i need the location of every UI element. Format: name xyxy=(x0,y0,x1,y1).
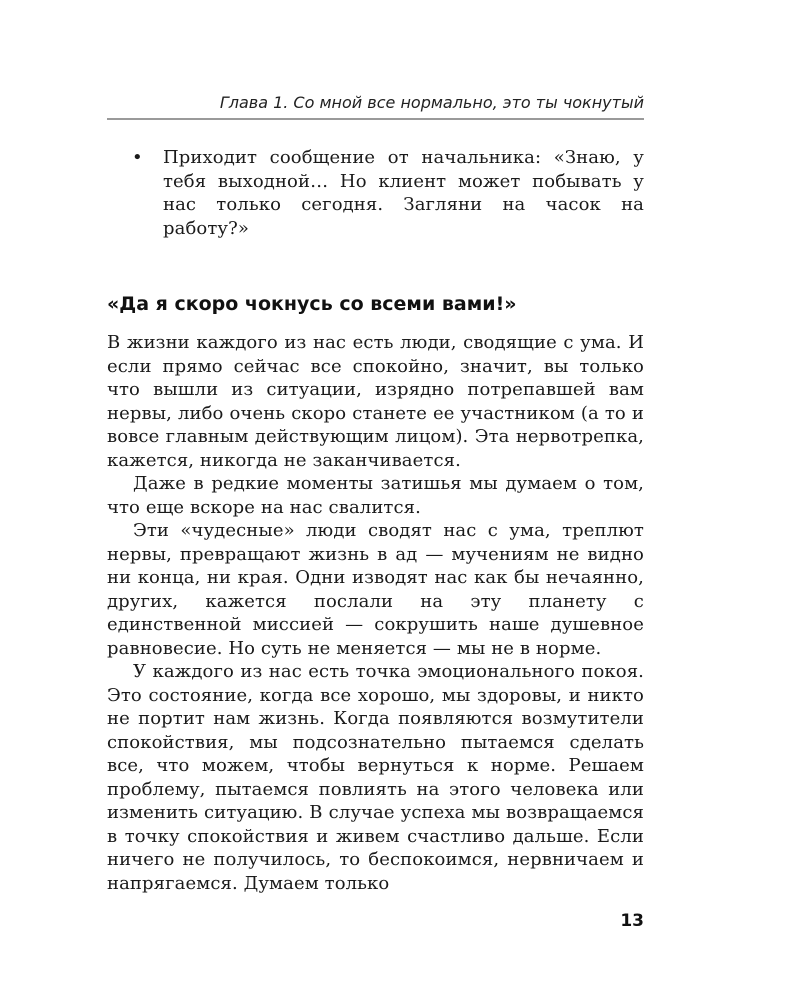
paragraph: Даже в редкие моменты затишья мы думаем о том, что еще вскоре на нас свалится. xyxy=(107,473,644,518)
running-head: Глава 1. Со мной все нормально, это ты чокнутый xyxy=(219,93,644,112)
paragraph: Эти «чудесные» люди сводят нас с ума, треплют нервы, превращают жизнь в ад — мучениям не видно ни конца, ни края. Одни изводят нас как бы нечаянно, других, кажется послали на эту планету с единственной миссией — сокрушить наше душевное равновесие. Но суть не меняется — мы не в норме. xyxy=(107,520,644,659)
page-number: 13 xyxy=(620,911,644,931)
bullet-marker: • xyxy=(132,147,143,168)
paragraph: У каждого из нас есть точка эмоционального покоя. Это состояние, когда все хорошо, мы здоровы, и никто не портит нам жизнь. Когда появляются возмутители спокойствия, мы подсознательно пытаемся сделать все, что можем, чтобы вернуться к норме. Решаем проблему, пытаемся повлиять на этого человека или изменить ситуацию. В случае успеха мы возвращаемся в точку спокойствия и живем счастливо дальше. Если ничего не получилось, то беспокоимся, нервничаем и напрягаемся. Думаем только xyxy=(107,661,644,894)
body-text xyxy=(107,331,644,895)
bullet-item-text: Приходит сообщение от начальника: «Знаю, у тебя выходной… Но клиент может побывать у нас только сегодня. Загляни на часок на работу?» xyxy=(163,147,644,239)
header-rule xyxy=(107,118,644,120)
section-heading: «Да я скоро чокнусь со всеми вами!» xyxy=(107,293,517,315)
paragraph: В жизни каждого из нас есть люди, сводящие с ума. И если прямо сейчас все спокойно, значит, вы только что вышли из ситуации, изрядно потрепавшей вам нервы, либо очень скоро станете ее участником (а то и вовсе главным действующим лицом). Эта нервотрепка, кажется, никогда не заканчивается. xyxy=(107,332,644,471)
